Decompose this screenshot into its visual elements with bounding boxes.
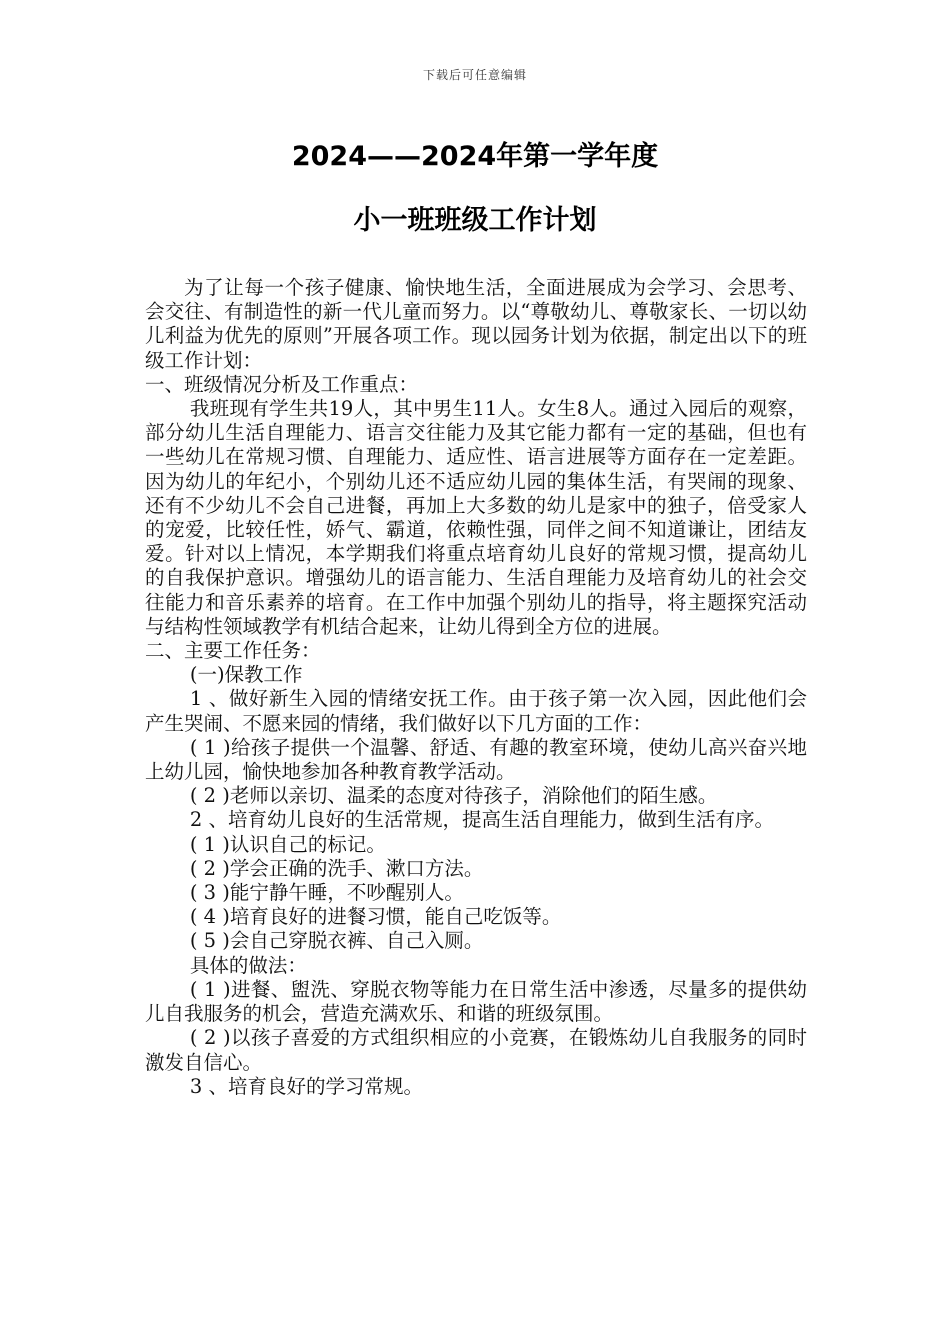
page-header: 下载后可任意编辑 xyxy=(422,68,527,82)
subsection-heading: (一)保教工作 xyxy=(189,663,303,687)
intro-paragraph: 为了让每一个孩子健康、愉快地生活，全面进展成为会学习、会思考、会交往、有制造性的新一代儿童而努力。以“尊敬幼儿、尊敬家长、一切以幼儿利益为优先的原则”开展各项工作。现以园务计划为依据，制定出以下的班级工作计划： xyxy=(145,276,807,372)
list-item: ( 3 )能宁静午睡，不吵醒别人。 xyxy=(189,881,464,905)
document-subtitle: 小一班班级工作计划 xyxy=(353,205,597,236)
list-item: ( 1 )给孩子提供一个温馨、舒适、有趣的教室环境，使幼儿高兴奋兴地上幼儿园，愉快地参加各种教育教学活动。 xyxy=(145,735,807,784)
list-item: ( 2 )学会正确的洗手、漱口方法。 xyxy=(189,856,484,880)
list-item: ( 2 )以孩子喜爱的方式组织相应的小竞赛，在锻炼幼儿自我服务的同时激发自信心。 xyxy=(145,1026,807,1074)
list-item: ( 5 )会自己穿脱衣裤、自己入厕。 xyxy=(189,929,484,953)
document-body xyxy=(145,276,807,1099)
section-heading-2: 二、主要工作任务： xyxy=(145,639,321,663)
list-item: ( 1 )进餐、盥洗、穿脱衣物等能力在日常生活中渗透，尽量多的提供幼儿自我服务的机会，营造充满欢乐、和谐的班级氛围。 xyxy=(145,977,807,1026)
document-title: 2024——2024年第一学年度 xyxy=(291,141,659,172)
list-item: 具体的做法： xyxy=(189,953,307,977)
class-analysis-paragraph: 我班现有学生共19人，其中男生11人。女生8人。通过入园后的观察，部分幼儿生活自理能力、语言交往能力及其它能力都有一定的基础，但也有一些幼儿在常规习惯、自理能力、适应性、语言进展等方面存在一定差距。因为幼儿的年纪小，个别幼儿还不适应幼儿园的集体生活，有哭闹的现象、还有不少幼儿不会自己进餐，再加上大多数的幼儿是家中的独子，倍受家人的宠爱，比较任性，娇气、霸道，依赖性强，同伴之间不知道谦让，团结友爱。针对以上情况，本学期我们将重点培育幼儿良好的常规习惯，提高幼儿的自我保护意识。增强幼儿的语言能力、生活自理能力及培育幼儿的社会交往能力和音乐素养的培育。在工作中加强个别幼儿的指导，将主题探究活动与结构性领域教学有机结合起来，让幼儿得到全方位的进展。 xyxy=(145,397,807,638)
list-item: ( 1 )认识自己的标记。 xyxy=(189,832,386,856)
list-item: ( 4 )培育良好的进餐习惯，能自己吃饭等。 xyxy=(189,905,562,929)
section-heading-1: 一、班级情况分析及工作重点： xyxy=(145,372,419,396)
list-item: ( 2 )老师以亲切、温柔的态度对待孩子，消除他们的陌生感。 xyxy=(189,784,718,808)
list-item: 2 、培育幼儿良好的生活常规，提高生活自理能力，做到生活有序。 xyxy=(189,808,774,832)
list-item: 3 、培育良好的学习常规。 xyxy=(189,1074,423,1098)
list-item: 1 、做好新生入园的情绪安抚工作。由于孩子第一次入园，因此他们会产生哭闹、不愿来园的情绪，我们做好以下几方面的工作： xyxy=(145,687,807,735)
